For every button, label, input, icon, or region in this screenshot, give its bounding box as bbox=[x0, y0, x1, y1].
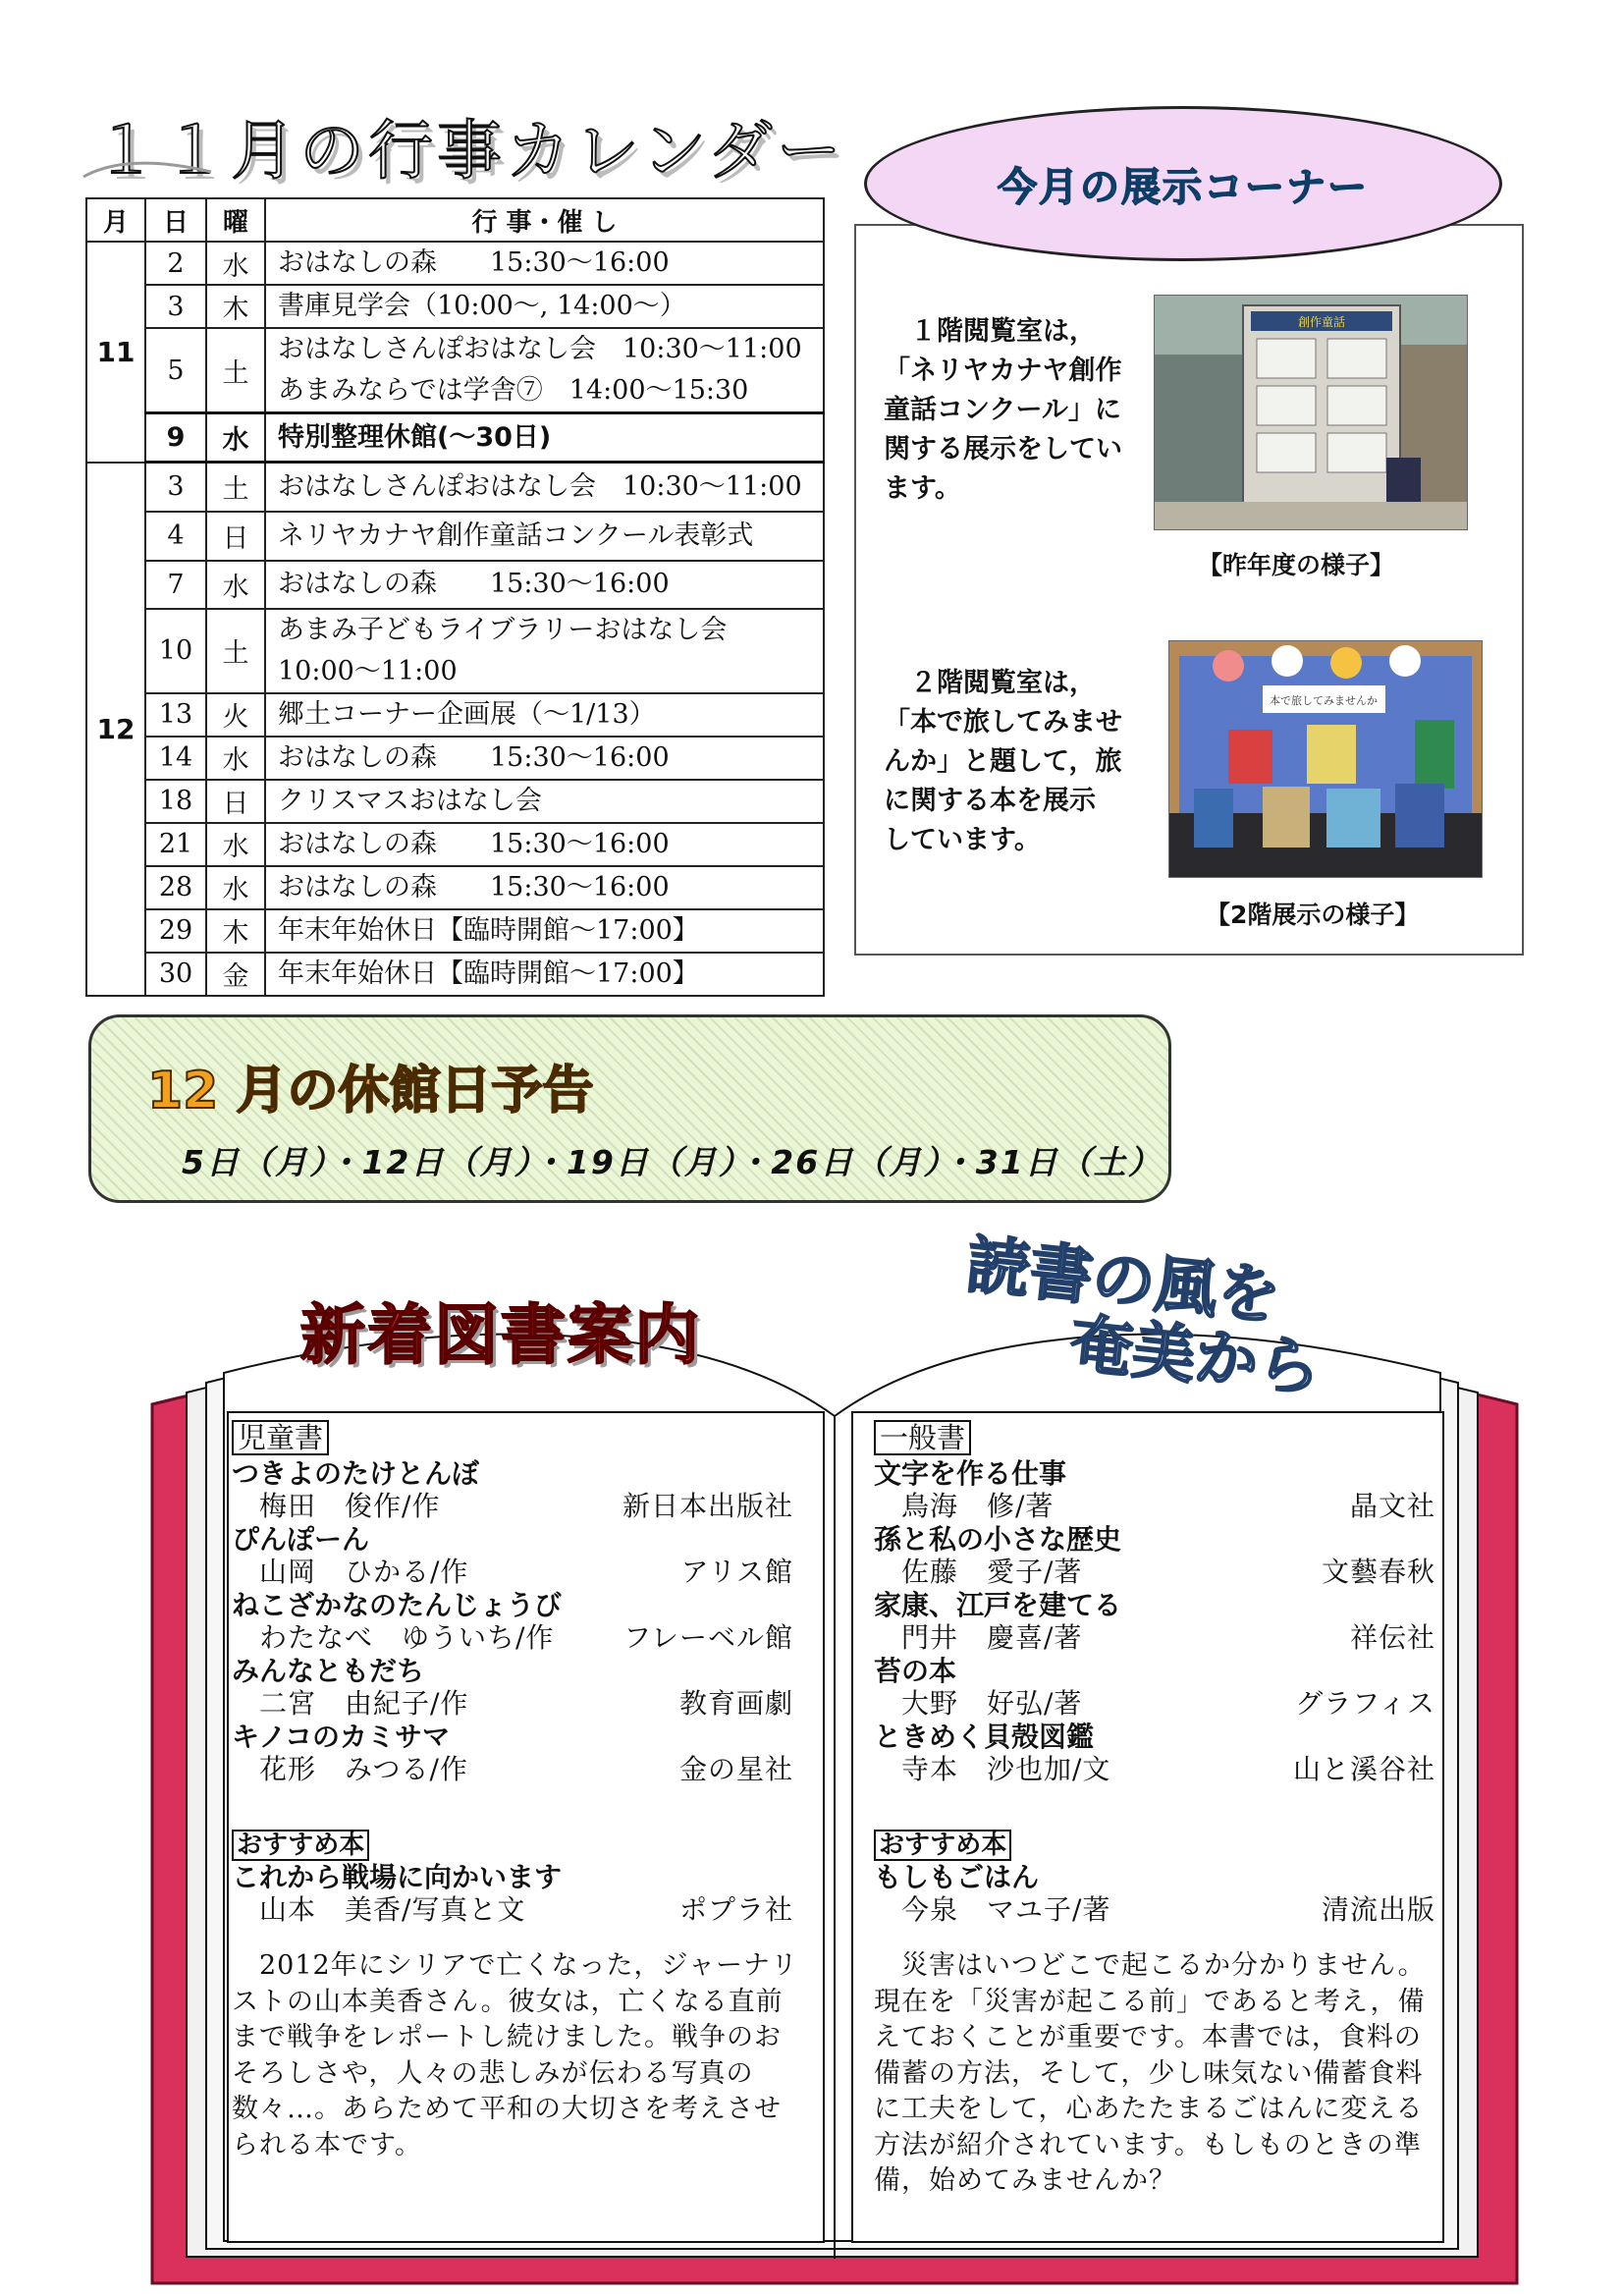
recommended-description: 2012年にシリアで亡くなった，ジャーナリ ストの山本美香さん。彼女は，亡くなる直前 まで戦争をレポートし続けました。戦争のお そろしさや，人々の悲しみが伝わる写真の 数々…。あらためて平和の大切さを考えさせ られる本です。 bbox=[232, 1950, 798, 2160]
event-cell: おはなしの森 15:30～16:00 bbox=[265, 737, 824, 780]
book-publisher: 文藝春秋 bbox=[1321, 1556, 1435, 1588]
library-exhibit-photo-icon bbox=[1155, 296, 1467, 529]
day-cell: 13 bbox=[145, 693, 206, 737]
book-author: 鳥海 修/著 bbox=[901, 1490, 1055, 1522]
book-publisher: フレーベル館 bbox=[623, 1621, 793, 1654]
event-cell: おはなしさんぽおはなし会 10:30～11:00 bbox=[265, 463, 824, 512]
day-cell: 28 bbox=[145, 866, 206, 909]
general-book-list bbox=[874, 1457, 1435, 1786]
book-author-line bbox=[232, 1557, 793, 1589]
general-recommended bbox=[874, 1828, 1435, 2200]
month-cell-december: 12 bbox=[86, 463, 145, 996]
book-title: 苔の本 bbox=[874, 1655, 957, 1687]
book-title: ときめく貝殻図鑑 bbox=[874, 1721, 1095, 1753]
weekday-cell: 水 bbox=[206, 823, 265, 866]
table-row bbox=[86, 953, 824, 996]
weekday-cell: 水 bbox=[206, 737, 265, 780]
book-entry bbox=[874, 1721, 1435, 1786]
book-publisher: 晶文社 bbox=[1349, 1490, 1435, 1522]
childrens-books-page bbox=[232, 1420, 798, 2163]
book-author-line bbox=[874, 1688, 1435, 1721]
exhibit-floor2-text: ２階閲覧室は， 「本で旅してみませ んか」と題して，旅 に関する本を展示 しています。 bbox=[884, 668, 1122, 855]
weekday-cell: 木 bbox=[206, 285, 265, 328]
header-day: 日 bbox=[145, 198, 206, 242]
book-author-line bbox=[232, 1622, 793, 1655]
book-publisher: 教育画劇 bbox=[678, 1687, 793, 1720]
book-author-line bbox=[874, 1557, 1435, 1589]
table-row bbox=[86, 823, 824, 866]
book-entry bbox=[232, 1457, 793, 1523]
table-row bbox=[86, 909, 824, 953]
table-row bbox=[86, 285, 824, 328]
book-title: みんなともだち bbox=[232, 1655, 425, 1687]
childrens-recommended bbox=[232, 1828, 798, 2163]
book-title: 家康、江戸を建てる bbox=[874, 1589, 1122, 1621]
new-books-title: 新着図書案内 bbox=[300, 1297, 701, 1373]
event-cell: 特別整理休館(～30日) bbox=[265, 413, 824, 463]
event-cell: おはなしさんぽおはなし会 10:30～11:00 bbox=[265, 328, 824, 370]
day-cell: 21 bbox=[145, 823, 206, 866]
event-cell-line2: 10:00～11:00 bbox=[265, 651, 824, 693]
book-title: 孫と私の小さな歴史 bbox=[874, 1523, 1122, 1556]
book-author: 梅田 俊作/作 bbox=[259, 1490, 441, 1522]
book-author-line bbox=[874, 1622, 1435, 1655]
day-cell: 10 bbox=[145, 609, 206, 693]
event-cell: おはなしの森 15:30～16:00 bbox=[265, 242, 824, 285]
weekday-cell: 木 bbox=[206, 909, 265, 953]
book-title: ぴんぽーん bbox=[232, 1523, 370, 1556]
header-month: 月 bbox=[86, 198, 145, 242]
day-cell: 29 bbox=[145, 909, 206, 953]
weekday-cell: 水 bbox=[206, 413, 265, 463]
exhibit-floor2-caption: 【2階展示の様子】 bbox=[1206, 901, 1420, 929]
day-cell: 3 bbox=[145, 463, 206, 512]
title-swash-decoration bbox=[79, 147, 216, 187]
table-row bbox=[86, 609, 824, 651]
table-row bbox=[86, 413, 824, 463]
exhibit-floor1-text: １階閲覧室は， 「ネリヤカナヤ創作 童話コンクール」に 関する展示をしてい ます。 bbox=[884, 316, 1122, 504]
exhibit-floor2-photo bbox=[1168, 640, 1483, 878]
book-author: 大野 好弘/著 bbox=[901, 1687, 1083, 1720]
photo-banner-text: 本で旅してみませんか bbox=[1270, 694, 1378, 707]
recommended-label: おすすめ本 bbox=[232, 1830, 369, 1861]
book-author-line bbox=[232, 1754, 793, 1786]
header-event: 行 事・催 し bbox=[265, 198, 824, 242]
event-cell: おはなしの森 15:30～16:00 bbox=[265, 561, 824, 609]
book-entry bbox=[232, 1589, 793, 1655]
calendar-header-row bbox=[86, 198, 824, 242]
general-books-label: 一般書 bbox=[874, 1420, 971, 1455]
event-cell: 年末年始休日【臨時開館～17:00】 bbox=[265, 909, 824, 953]
book-publisher: 金の星社 bbox=[678, 1753, 793, 1785]
book-author: 花形 みつる/作 bbox=[259, 1753, 468, 1785]
book-entry bbox=[232, 1721, 793, 1786]
event-cell: ネリヤカナヤ創作童話コンクール表彰式 bbox=[265, 512, 824, 561]
exhibit-floor1-caption: 【昨年度の様子】 bbox=[1198, 551, 1395, 579]
table-row bbox=[86, 328, 824, 370]
book-author-line bbox=[874, 1754, 1435, 1786]
photo-sign-text: 創作童話 bbox=[1297, 315, 1346, 329]
day-cell: 2 bbox=[145, 242, 206, 285]
book-author: 門井 慶喜/著 bbox=[901, 1621, 1083, 1654]
book-publisher: 新日本出版社 bbox=[622, 1490, 793, 1522]
book-entry bbox=[874, 1655, 1435, 1721]
table-row bbox=[86, 780, 824, 823]
table-row bbox=[86, 693, 824, 737]
weekday-cell: 土 bbox=[206, 463, 265, 512]
reading-slogan-line1: 読書の風を bbox=[963, 1229, 1284, 1335]
book-author: 寺本 沙也加/文 bbox=[901, 1753, 1111, 1785]
day-cell: 3 bbox=[145, 285, 206, 328]
closure-dates: 5日（月）・12日（月）・19日（月）・26日（月）・31日（土） bbox=[182, 1143, 1163, 1181]
day-cell: 4 bbox=[145, 512, 206, 561]
day-cell: 5 bbox=[145, 328, 206, 413]
book-title: つきよのたけとんぼ bbox=[232, 1457, 480, 1490]
exhibit-title: 今月の展示コーナー bbox=[998, 164, 1369, 210]
book-title: ねこざかなのたんじょうび bbox=[232, 1589, 563, 1621]
day-cell: 30 bbox=[145, 953, 206, 996]
exhibit-title-oval bbox=[864, 106, 1502, 261]
table-row bbox=[86, 242, 824, 285]
reading-slogan-line2: 奄美から bbox=[1066, 1307, 1325, 1407]
header-weekday: 曜 bbox=[206, 198, 265, 242]
book-publisher: 祥伝社 bbox=[1349, 1621, 1435, 1654]
calendar-title: １１月の行事カレンダー bbox=[93, 113, 845, 189]
weekday-cell: 火 bbox=[206, 693, 265, 737]
book-author-line bbox=[874, 1894, 1435, 1927]
book-title: キノコのカミサマ bbox=[232, 1721, 451, 1753]
event-cell: クリスマスおはなし会 bbox=[265, 780, 824, 823]
weekday-cell: 土 bbox=[206, 328, 265, 413]
book-publisher: ポプラ社 bbox=[678, 1893, 793, 1926]
event-cell: あまみ子どもライブラリーおはなし会 bbox=[265, 609, 824, 651]
book-author: 今泉 マユ子/著 bbox=[901, 1893, 1111, 1926]
book-publisher: 清流出版 bbox=[1321, 1893, 1435, 1926]
weekday-cell: 日 bbox=[206, 512, 265, 561]
event-calendar-table bbox=[85, 197, 825, 997]
book-publisher: 山と溪谷社 bbox=[1292, 1753, 1435, 1785]
childrens-books-label: 児童書 bbox=[232, 1420, 329, 1455]
day-cell: 18 bbox=[145, 780, 206, 823]
book-author: 山岡 ひかる/作 bbox=[259, 1556, 469, 1588]
table-row bbox=[86, 737, 824, 780]
book-publisher: アリス館 bbox=[680, 1556, 793, 1588]
event-cell: おはなしの森 15:30～16:00 bbox=[265, 823, 824, 866]
table-row bbox=[86, 866, 824, 909]
book-title: 文字を作る仕事 bbox=[874, 1457, 1067, 1490]
event-cell: 書庫見学会（10:00～, 14:00～） bbox=[265, 285, 824, 328]
book-author-line bbox=[874, 1491, 1435, 1523]
table-row bbox=[86, 463, 824, 512]
weekday-cell: 水 bbox=[206, 561, 265, 609]
day-cell: 7 bbox=[145, 561, 206, 609]
book-entry bbox=[874, 1457, 1435, 1523]
recommended-label: おすすめ本 bbox=[874, 1830, 1011, 1861]
book-publisher: グラフィス bbox=[1295, 1687, 1435, 1720]
childrens-book-list bbox=[232, 1457, 793, 1786]
book-entry bbox=[232, 1655, 793, 1721]
book-entry bbox=[874, 1589, 1435, 1655]
book-author-line bbox=[232, 1894, 793, 1927]
closure-title: 12 月の休館日予告 bbox=[147, 1062, 594, 1121]
book-author: 二宮 由紀子/作 bbox=[259, 1687, 469, 1720]
table-row bbox=[86, 561, 824, 609]
weekday-cell: 土 bbox=[206, 609, 265, 693]
recommended-book-title: これから戦場に向かいます bbox=[232, 1861, 563, 1893]
event-cell-line2: あまみならでは学舎⑦ 14:00～15:30 bbox=[265, 370, 824, 413]
book-author: わたなべ ゆういち/作 bbox=[259, 1621, 555, 1654]
book-author-line bbox=[232, 1491, 793, 1523]
book-entry bbox=[232, 1523, 793, 1589]
weekday-cell: 日 bbox=[206, 780, 265, 823]
book-entry bbox=[874, 1523, 1435, 1589]
general-books-page bbox=[874, 1420, 1435, 2200]
recommended-description: 災害はいつどこで起こるか分かりません。 現在を「災害が起こる前」であると考え，備 えておくことが重要です。本書では，食料の 備蓄の方法，そして，少し味気ない備蓄食料 に工夫をして，心あたたまるごはんに変える 方法が紹介されています。もしものときの準 備，始めてみませんか？ bbox=[874, 1950, 1426, 2196]
book-author-line bbox=[232, 1688, 793, 1721]
table-row bbox=[86, 512, 824, 561]
month-cell-november: 11 bbox=[86, 242, 145, 463]
weekday-cell: 水 bbox=[206, 242, 265, 285]
recommended-book-title: もしもごはん bbox=[874, 1861, 1040, 1893]
travel-books-photo-icon bbox=[1169, 641, 1482, 877]
day-cell: 9 bbox=[145, 413, 206, 463]
exhibit-floor1-photo bbox=[1154, 295, 1468, 530]
weekday-cell: 金 bbox=[206, 953, 265, 996]
event-cell: 年末年始休日【臨時開館～17:00】 bbox=[265, 953, 824, 996]
event-cell: 郷土コーナー企画展（～1/13） bbox=[265, 693, 824, 737]
weekday-cell: 水 bbox=[206, 866, 265, 909]
book-author: 山本 美香/写真と文 bbox=[259, 1893, 526, 1926]
book-author: 佐藤 愛子/著 bbox=[901, 1556, 1083, 1588]
event-cell: おはなしの森 15:30～16:00 bbox=[265, 866, 824, 909]
day-cell: 14 bbox=[145, 737, 206, 780]
